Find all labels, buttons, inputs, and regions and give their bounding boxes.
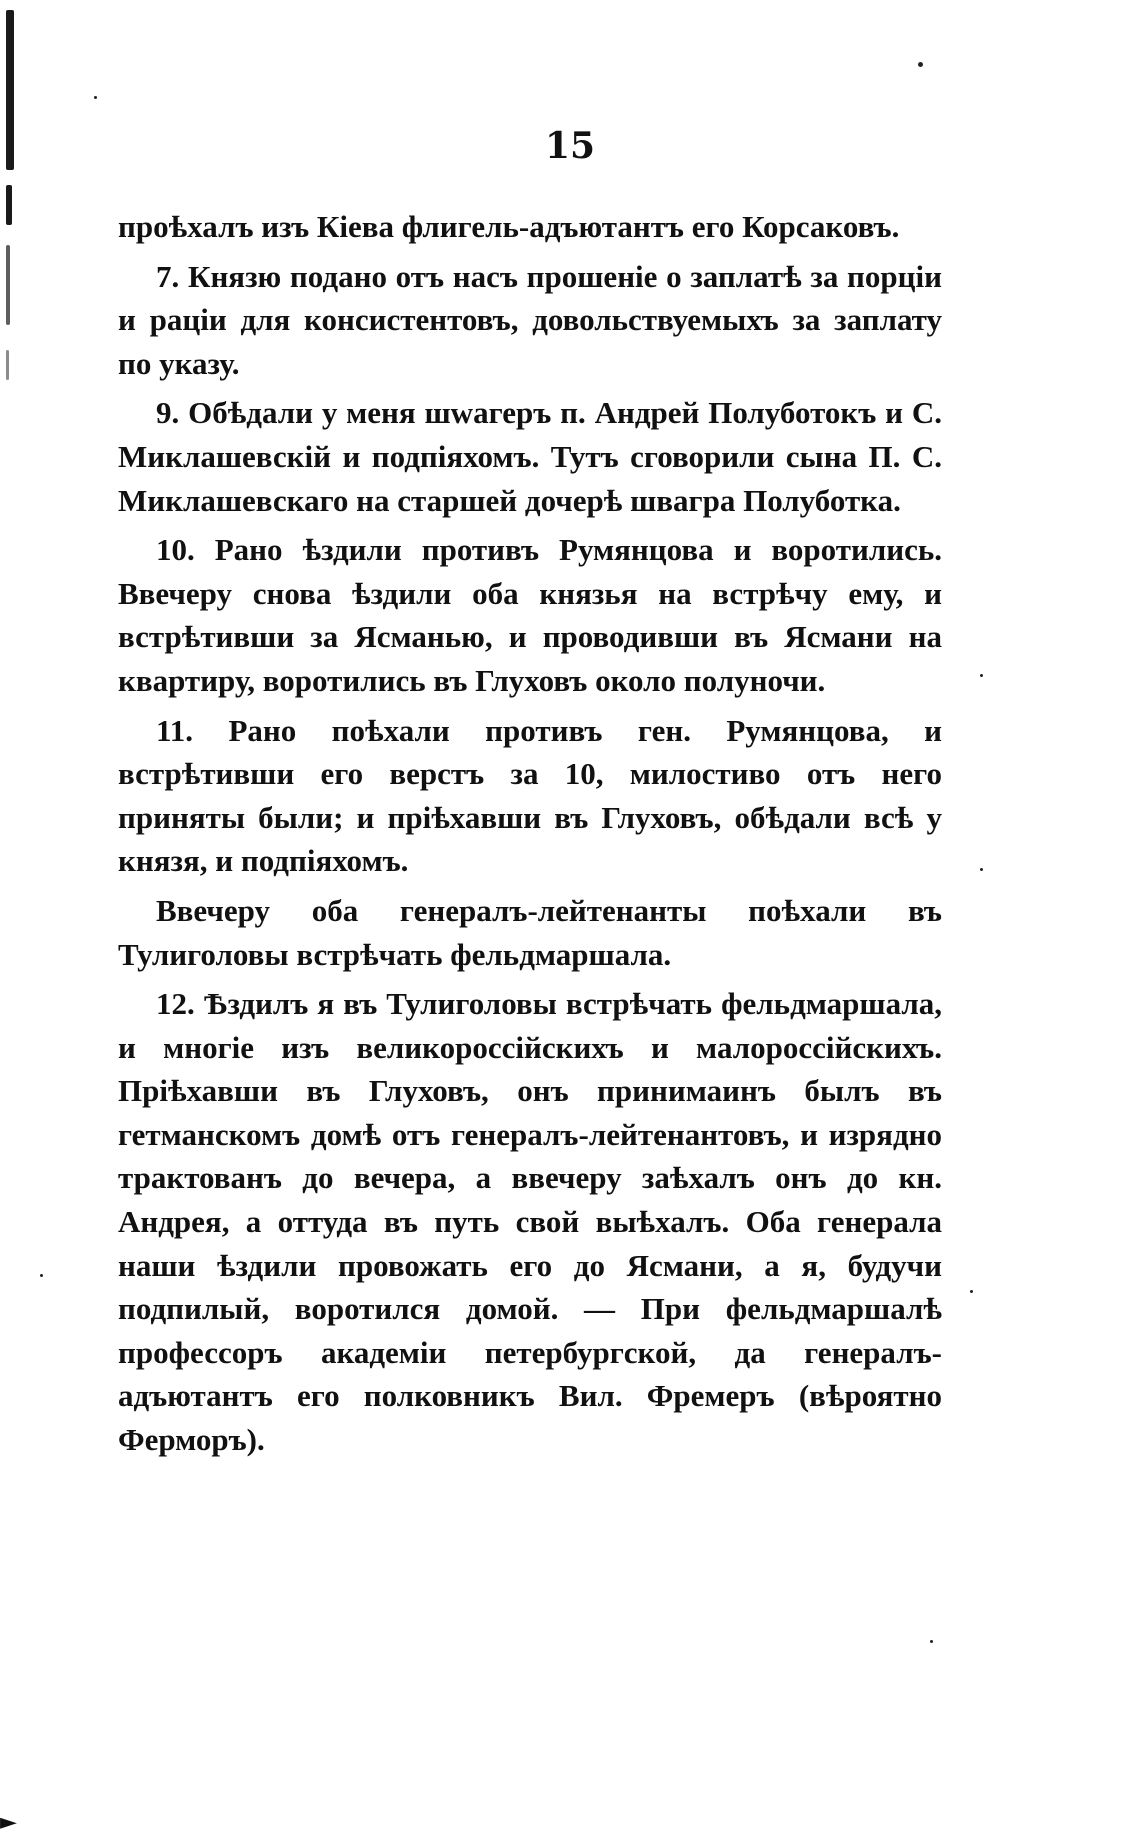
binding-edge-mark — [6, 185, 12, 225]
scan-speck — [970, 1290, 973, 1293]
scan-speck — [930, 1640, 933, 1643]
corner-arrow-mark: ► — [0, 1810, 17, 1835]
paragraph: 9. Обѣдали у меня шwагеръ п. Андрей Полуботокъ и С. Миклашевскій и подпіяхомъ. Тутъ сговорили сына П. С. Миклашевскаго на старшей дочерѣ швагра Полуботка. — [118, 395, 942, 518]
binding-edge-mark — [6, 350, 9, 380]
paragraph: 11. Рано поѣхали противъ ген. Румянцова, и встрѣтивши его верстъ за 10, милостиво отъ него приняты были; и пріѣхавши въ Глуховъ, обѣдали всѣ у князя, и подпіяхомъ. — [118, 712, 942, 879]
scan-speck — [980, 868, 983, 871]
scan-speck — [918, 62, 923, 67]
binding-edge-mark — [6, 245, 10, 325]
scan-speck — [94, 96, 97, 99]
page-number: 15 — [544, 125, 596, 167]
paragraph: проѣхалъ изъ Кіева флигель-адъютантъ его Корсаковъ. — [118, 209, 900, 244]
body-text — [118, 205, 942, 1468]
paragraph: 10. Рано ѣздили противъ Румянцова и воротились. Ввечеру снова ѣздили оба князья на встрѣчу ему, и встрѣтивши за Ясманью, и проводивши въ Ясмани на квартиру, воротились въ Глуховъ около полуночи. — [118, 532, 942, 698]
scan-speck — [980, 674, 983, 677]
paragraph: 12. Ѣздилъ я въ Тулиголовы встрѣчать фельдмаршала, и многіе изъ великороссійскихъ и малороссійскихъ. Пріѣхавши въ Глуховъ, онъ принимаинъ былъ въ гетманскомъ домѣ отъ генералъ-лейтенантовъ, и изрядно трактованъ до вечера, а ввечеру заѣхалъ онъ до кн. Андрея, а оттуда въ путь свой выѣхалъ. Оба генерала наши ѣздили провожать его до Ясмани, а я, будучи подпилый, воротился домой. — При фельдмаршалѣ профессоръ академіи петербургской, да генералъ-адъютантъ его полковникъ Вил. Фремеръ (вѣроятно Ферморъ). — [118, 986, 942, 1458]
paragraph: 7. Князю подано отъ насъ прошеніе о заплатѣ за порціи и раціи для консистентовъ, довольствуемыхъ за заплату по указу. — [118, 258, 942, 381]
paragraph: Ввечеру оба генералъ-лейтенанты поѣхали въ Тулиголовы встрѣчать фельдмаршала. — [118, 892, 942, 972]
scan-speck — [40, 1274, 43, 1277]
